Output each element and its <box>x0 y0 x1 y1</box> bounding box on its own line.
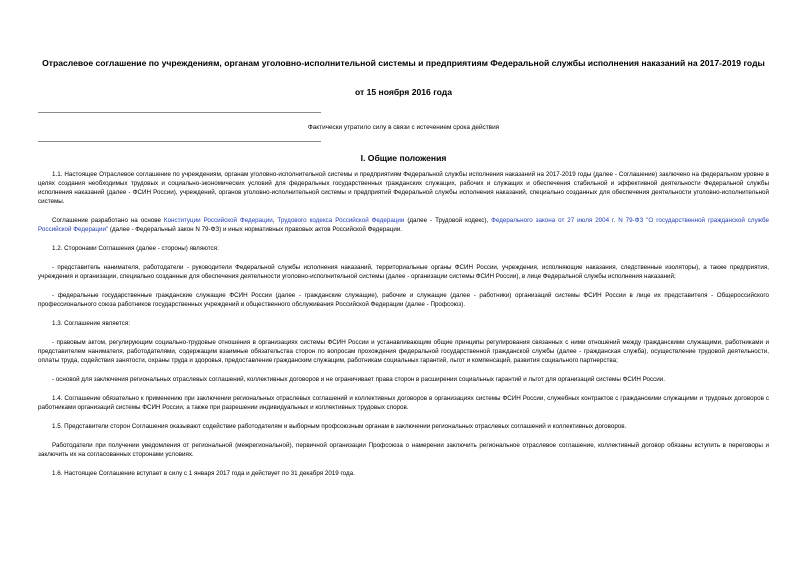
labor-code-link[interactable]: Трудового кодекса Российской Федерации <box>277 217 405 224</box>
paragraph-1-3: 1.3. Соглашение является: <box>52 320 130 327</box>
legal-basis-text-before: Соглашение разработано на основе <box>52 217 164 224</box>
paragraph-legal-basis <box>38 216 769 234</box>
section-title: I. Общие положения <box>360 153 447 163</box>
paragraph-1-5: 1.5. Представители сторон Соглашения оказывают содействие работодателям и выборным профсоюзным органам в заключении региональных отраслевых соглашений и коллективных договоров. <box>52 423 627 430</box>
legal-basis-separator: , <box>272 217 278 224</box>
document-title: Отраслевое соглашение по учреждениям, органам уголовно-исполнительной системы и предприятиям Федеральной службы исполнения наказаний на 2017-2019 годы <box>42 58 765 68</box>
legal-basis-text-after: (далее - Федеральный закон N 79-ФЗ) и иных нормативных правовых актов Российской Федерации. <box>108 226 403 233</box>
paragraph-employer-party: - представитель нанимателя, работодатели - руководители Федеральной службы исполнения наказаний, территориальные органы ФСИН России, учреждения, исполняющие наказания, следственные изоляторы), а также предприятия, учреждения и организации, специально созданные для обеспечения деятельности уголовно-исполнительной системы (далее - организации системы ФСИН России), в лице Федеральной службы исполнения наказаний; <box>38 264 769 280</box>
paragraph-employers-notice: Работодатели при получении уведомления от региональной (межрегиональной), первичной организации Профсоюза о намерении заключить региональное отраслевое соглашение, коллективный договор обязаны вступить в переговоры и заключить их на согласованных сторонами условиях. <box>38 442 769 458</box>
paragraph-basis-for-agreements: - основой для заключения региональных отраслевых соглашений, коллективных договоров и не ограничивает права сторон в расширении социальных гарантий и льгот для организаций системы ФСИН России. <box>52 376 665 383</box>
divider-bottom <box>38 141 321 142</box>
paragraph-1-4: 1.4. Соглашение обязательно к применению при заключении региональных отраслевых соглашений и коллективных договоров в организациях системы ФСИН России, служебных контрактов с гражданскими служащими и трудовых договоров с работниками организаций системы ФСИН России, а также при разрешении индивидуальных и коллективных трудовых споров. <box>38 395 769 411</box>
paragraph-1-1: 1.1. Настоящее Отраслевое соглашение по учреждениям, органам уголовно-исполнительной системы и предприятиям Федеральной службы исполнения наказаний на 2017-2019 годы (далее - Соглашение) заключено на федеральном уровне в целях создания необходимых трудовых и социально-экономических условий для федеральных государственных гражданских служащих, рабочих и служащих и обеспечения стабильной и эффективной деятельности Федеральной службы исполнения наказаний (далее - ФСИН России), учреждений, органов уголовно-исполнительной системы и предприятий Федеральной службы исполнения наказаний, специально созданных для обеспечения деятельности уголовно-исполнительной системы. <box>38 171 769 205</box>
federal-law-79-link[interactable]: Федерального закона от 27 июля 2004 г. N 79-ФЗ "О государственной гражданской службе Российской Федерации" <box>38 217 770 233</box>
paragraph-employee-party: - федеральные государственные гражданские служащие ФСИН России (далее - гражданские служащие), рабочие и служащие (далее - работники) организаций системы ФСИН России в лице их представителя - Общероссийского профессионального союза работников государственных учреждений и общественного обслуживания Российской Федерации (далее - Профсоюз). <box>38 292 769 308</box>
constitution-link[interactable]: Конституции Российской Федерации <box>163 217 273 224</box>
document-date: от 15 ноября 2016 года <box>354 87 453 97</box>
paragraph-1-2: 1.2. Сторонами Соглашения (далее - стороны) являются: <box>52 245 219 252</box>
status-note: Фактически утратило силу в связи с истечением срока действия <box>307 124 500 131</box>
document-body <box>38 170 769 488</box>
paragraph-legal-act: - правовым актом, регулирующим социально-трудовые отношения в организациях системы ФСИН России и устанавливающим общие принципы регулирования связанных с ними отношений между гражданскими служащими, работниками и представителем нанимателя, работодателями, содержащим взаимные обязательства сторон по вопросам прохождения федеральной государственной гражданской службы (далее - гражданская служба), осуществление трудовой деятельности, оплаты труда, содействия занятости, охраны труда и здоровья, предоставление гражданским служащим, работникам социальных гарантий, льгот и компенсаций, развития социального партнерства; <box>38 339 769 364</box>
divider-top <box>38 112 321 113</box>
paragraph-1-6: 1.6. Настоящее Соглашение вступает в силу с 1 января 2017 года и действует по 31 декабря 2019 года. <box>52 470 355 477</box>
legal-basis-text-middle: (далее - Трудовой кодекс), <box>404 217 492 224</box>
